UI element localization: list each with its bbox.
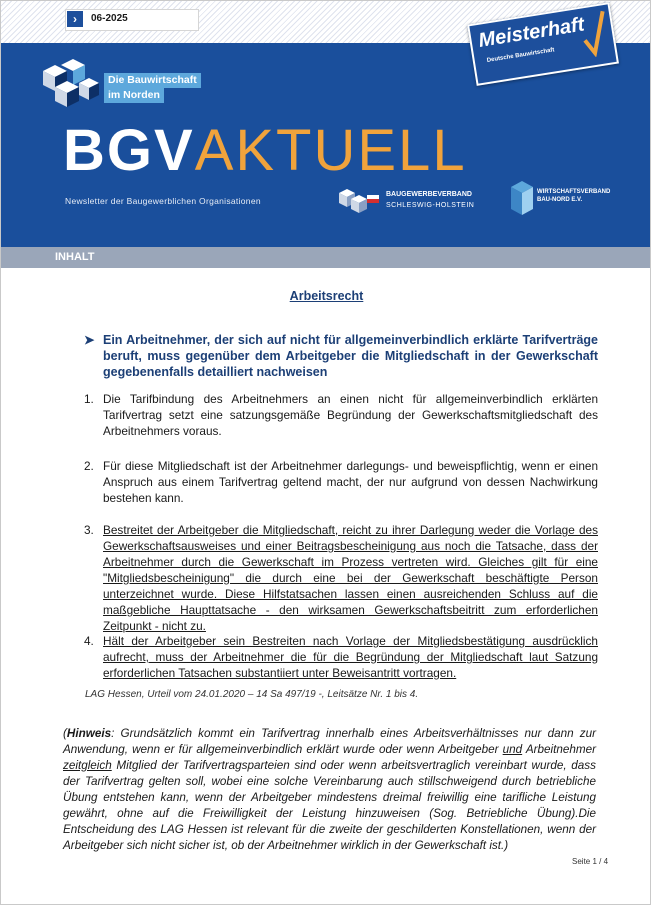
note-part3: Mitglied der Tarifvertragsparteien sind oder wenn arbeitsvertraglich vereinbart wurde, dass der Tarifvertrag gelten soll, wobei eine solche Vereinbarung auch stillschweigend durch betriebliche Übung entstehen kann, wenn der Arbeitgeber mindestens dreimal freiwillig eine tarifliche Leistung gewährt, ohne auf die Freiwilligkeit der Leistung hinzuweisen (Sog. Betriebliche Übung).Die Entscheidung des LAG Hessen ist relevant für die zweite der geschilderten Konstellationen, wenn der Arbeitgeber sich nicht sicher ist, ob der Arbeitnehmer wirklich in der Gewerkschaft ist.): [63, 759, 596, 852]
item-text: Die Tarifbindung des Arbeitnehmers an einen nicht für allgemeinverbindlich erklärten Tarifvertrag setzt eine satzungsgemäße Begründung der Gewerkschaftsmitgliedschaft des Arbeitnehmers voraus.: [103, 392, 598, 438]
partner1-name: BAUGEWERBEVERBAND: [386, 191, 472, 198]
note-part2: Arbeitnehmer: [522, 743, 596, 756]
item-number: 1.: [84, 392, 94, 406]
org-tagline-2: im Norden: [104, 88, 164, 103]
item-text: Für diese Mitgliedschaft ist der Arbeitnehmer darlegungs- und beweispflichtig, wenn er einen Anspruch aus einem Tarifvertrag geltend macht, der nur aufgrund von dessen Nachwirkung bestehen kann.: [103, 459, 598, 505]
court-citation: LAG Hessen, Urteil vom 24.01.2020 – 14 Sa 497/19 -, Leitsätze Nr. 1 bis 4.: [85, 689, 419, 700]
note-und: und: [502, 743, 523, 756]
issue-number: 06-2025: [91, 13, 128, 24]
note-label: Hinweis: [66, 727, 112, 740]
wirtschaftsverband-logo-icon: [509, 179, 535, 217]
badge-subtitle: Deutsche Bauwirtschaft: [486, 47, 555, 64]
partner2-line1: WIRTSCHAFTSVERBAND: [537, 189, 611, 195]
newsletter-subtitle: Newsletter der Baugewerblichen Organisationen: [65, 196, 261, 206]
badge-title: Meisterhaft: [477, 13, 586, 52]
item-text: Bestreitet der Arbeitgeber die Mitgliedschaft, reicht zu ihrer Darlegung weder die Vorlage des Gewerkschaftsausweises und einer Beitragsbescheinigung aus noch die Tatsache, dass der Arbeitnehmer durch die Gewerkschaft im Prozess vertreten wird. Gleiches gilt für eine "Mitgliedsbescheinigung" die durch eine bei der Gewerkschaft beschäftigte Person unterzeichnet wurde. Diese Hilfstatsachen lassen einen ausreichenden Schluss auf die maßgebliche Haupttatsache - den wirksamen Gewerkschaftsbeitritt zum erforderlichen Zeitpunkt - nicht zu.: [103, 523, 598, 633]
lead-paragraph: [84, 332, 598, 380]
chevron-right-icon: ›: [67, 11, 83, 27]
newsletter-title: [63, 119, 467, 183]
contents-label: INHALT: [55, 251, 95, 263]
checkmark-icon: [579, 9, 612, 59]
title-aktuell: AKTUELL: [194, 118, 467, 183]
lead-text: Ein Arbeitnehmer, der sich auf nicht für allgemeinverbindlich erklärte Tarifverträge beruft, muss gegenüber dem Arbeitgeber die Mitgliedschaft in der Gewerkschaft gegebenenfalls detailliert nachweisen: [103, 333, 598, 379]
bauwirtschaft-cube-logo: [39, 59, 103, 111]
list-item: [84, 458, 598, 506]
item-text: Hält der Arbeitgeber sein Bestreiten nach Vorlage der Mitgliedsbestätigung ausdrücklich aufrecht, muss der Arbeitnehmer die für die Begründung der Mitgliedschaft laut Satzung erforderlichen Tatsachen substantiiert unter Beweisantritt vortragen.: [103, 634, 598, 680]
contents-bar: [1, 247, 651, 268]
baugewerbeverband-logo-icon: [337, 185, 381, 215]
list-item: [84, 522, 598, 634]
org-tagline-1: Die Bauwirtschaft: [104, 73, 201, 88]
issue-box: [65, 9, 199, 31]
partner1-region: SCHLESWIG-HOLSTEIN: [386, 202, 475, 209]
list-item: [84, 633, 598, 681]
page-number: Seite 1 / 4: [572, 857, 609, 866]
section-title: Arbeitsrecht: [289, 289, 364, 303]
list-item: [84, 391, 598, 439]
arrow-bullet-icon: ➤: [84, 333, 95, 347]
item-number: 3.: [84, 523, 94, 537]
title-bgv: BGV: [63, 118, 195, 183]
partner2-line2: BAU-NORD E.V.: [537, 197, 583, 203]
item-number: 2.: [84, 459, 94, 473]
note-zeitgleich: zeitgleich: [63, 759, 112, 772]
note-part1: : Grundsätzlich kommt ein Tarifvertrag innerhalb eines Arbeitsverhältnisses nur dann zur Anwendung, wenn er für allgemeinverbindlich erklärt wurde oder wenn Arbeitgeber: [63, 727, 596, 756]
partner2-name: [537, 188, 610, 204]
item-number: 4.: [84, 634, 94, 648]
note-paragraph: (Hinweis: Grundsätzlich kommt ein Tarifvertrag innerhalb eines Arbeitsverhältnisses nur dann zur Anwendung, wenn er für allgemeinverbindlich erklärt wurde oder wenn Arbeitgeber und Arbeitnehmer zeitgleich Mitglied der Tarifvertragsparteien sind oder wenn arbeitsvertraglich vereinbart wurde, dass der Tarifvertrag gelten soll, wobei eine solche Vereinbarung auch stillschweigend durch betriebliche Übung entstehen kann, wenn der Arbeitgeber mindestens dreimal freiwillig eine tarifliche Leistung gewährt, ohne auf die Freiwilligkeit der Leistung hinzuweisen (Sog. Betriebliche Übung).Die Entscheidung des LAG Hessen ist relevant für die zweite der geschilderten Konstellationen, wenn der Arbeitgeber sich nicht sicher ist, ob der Arbeitnehmer wirklich in der Gewerkschaft ist.): [63, 727, 596, 852]
